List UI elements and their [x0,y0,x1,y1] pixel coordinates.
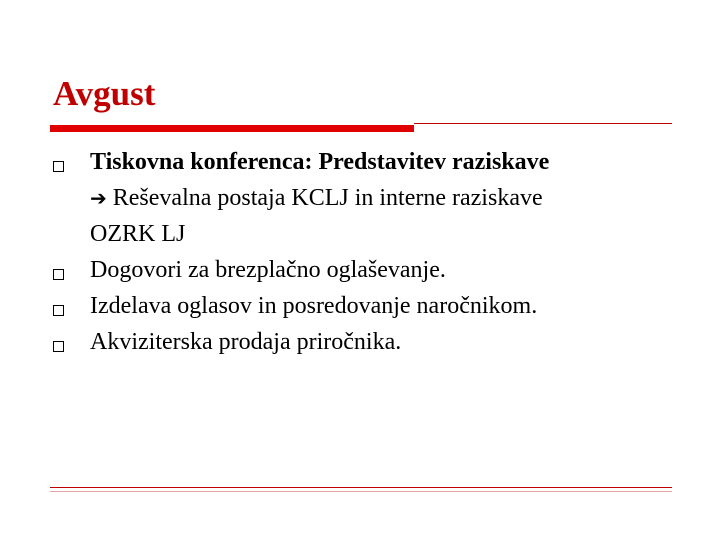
hollow-square-bullet-icon [53,161,64,172]
bullet-item-ad-production [50,288,690,324]
bullet-item-advertising [50,252,690,288]
bullet-line-3: OZRK LJ [90,221,186,247]
bottom-rule-line [50,487,672,488]
hollow-square-bullet-icon [53,305,64,316]
bullet-list [50,144,690,360]
hollow-square-bullet-icon [53,269,64,280]
bottom-rule-shadow-line [50,491,672,492]
slide-title: Avgust [53,74,156,113]
hollow-square-bullet-icon [53,341,64,352]
bullet-item-handbook-sales [50,324,690,360]
bullet-text: Dogovori za brezplačno oglaševanje. [90,257,446,283]
title-rule-line [414,123,672,124]
bullet-text: Izdelava oglasov in posredovanje naročnikom. [90,293,538,319]
bullet-line-2: Reševalna postaja KCLJ in interne raziskave [112,185,543,211]
bullet-item-press-conference [50,144,690,252]
arrow-right-icon: ➔ [90,186,107,210]
bullet-line-1: Tiskovna konferenca: Predstavitev raziskave [90,149,550,175]
title-accent-bar [50,125,414,132]
bullet-text: Akviziterska prodaja priročnika. [90,329,402,355]
